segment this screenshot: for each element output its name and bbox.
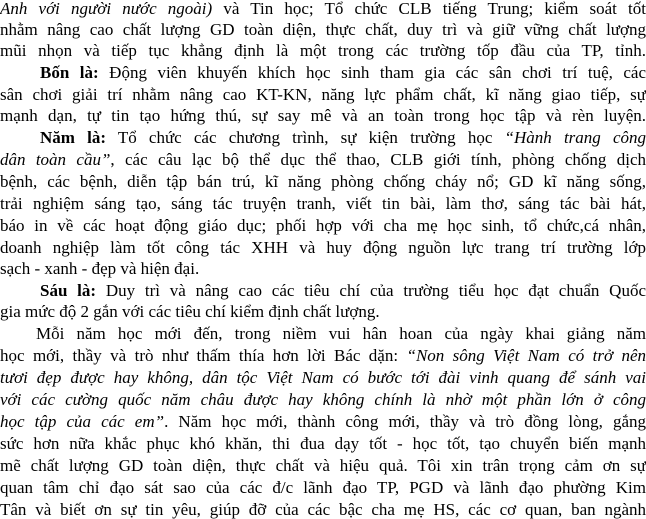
p3-line-2: dân toàn cầu”, các câu lạc bộ thể dục thể thao, CLB giới tính, phòng chống dịch xyxy=(0,150,646,169)
p5-line-5: học tập của các em”. Năm học mới, thành công mới, thầy và trò đồng lòng, gắng xyxy=(0,412,646,431)
p3-line-5: báo in về các hoạt động giáo dục; phối hợp với cha mẹ học sinh, tổ chức,cá nhân, xyxy=(0,216,646,235)
heading-sau-la: Sáu là: xyxy=(40,281,97,300)
p5-line-6: sức hơn nữa khắc phục khó khăn, thi đua dạy tốt - học tốt, tạo chuyển biến mạnh xyxy=(0,434,646,453)
p1-line-2: nhằm nâng cao chất lượng GD toàn diện, thực chất, duy trì và giữ vững chất lượng xyxy=(0,20,646,39)
p4-line-1: Sáu là: Duy trì và nâng cao các tiêu chí của trường tiểu học đạt chuẩn Quốc xyxy=(40,281,646,300)
p2-line-3: mạnh dạn, tự tin tạo hứng thú, sự say mê và an toàn trong học tập và rèn luyện. xyxy=(0,106,646,125)
p5-line-8: quan tâm chỉ đạo sát sao của các đ/c lãnh đạo TP, PGD và lãnh đạo phường Kim xyxy=(0,478,646,497)
heading-bon-la: Bốn là: xyxy=(40,63,99,82)
p5-line-7: mẽ chất lượng GD toàn diện, thực chất và hiệu quả. Tôi xin trân trọng cảm ơn sự xyxy=(0,456,646,475)
p3-line-4: trải nghiệm sáng tạo, sáng tác truyện tranh, viết tin bài, làm thơ, sáng tác bài hát, xyxy=(0,194,646,213)
p3-line-3: bệnh, các bệnh, diễn tập bán trú, kĩ năng phòng chống cháy nổ; GD kĩ năng sống, xyxy=(0,172,646,191)
p2-line-1: Bốn là: Động viên khuyến khích học sinh tham gia các sân chơi trí tuệ, các xyxy=(40,63,646,82)
p4-line-2: gia mức độ 2 gắn với các tiêu chí kiểm định chất lượng. xyxy=(0,302,380,321)
p5-line-9: Tân và biết ơn sự tin yêu, giúp đỡ của các bậc cha mẹ HS, các cơ quan, ban ngành xyxy=(0,500,646,519)
p5-line-1: Mỗi năm học mới đến, trong niềm vui hân hoan của ngày khai giảng năm xyxy=(36,324,646,343)
p1-italic: Anh với người nước ngoài) xyxy=(0,0,213,18)
quote-end: học tập của các em” xyxy=(0,412,165,431)
quote-start: “Non sông Việt Nam có trở nên xyxy=(406,346,646,365)
heading-nam-la: Năm là: xyxy=(40,128,106,147)
p5-line-3: tươi đẹp được hay không, dân tộc Việt Nam có bước tới đài vinh quang để sánh vai xyxy=(0,368,646,387)
p3-line-1: Năm là: Tổ chức các chương trình, sự kiện trường học “Hành trang công xyxy=(40,128,646,147)
p3-line-6: doanh nghiệp làm tốt công tác XHH và huy động nguồn lực trang trí trường lớp xyxy=(0,238,646,257)
p3-line-7: sạch - xanh - đẹp và hiện đại. xyxy=(0,259,200,278)
p5-line-2: học mới, thầy và trò như thấm thía hơn lời Bác dặn: “Non sông Việt Nam có trở nên xyxy=(0,346,646,365)
p2-line-2: sân chơi giải trí nhằm nâng cao KT-KN, năng lực phẩm chất, kĩ năng giao tiếp, sự xyxy=(0,85,646,104)
p1-line-1: Anh với người nước ngoài) và Tin học; Tổ chức CLB tiếng Trung; kiểm soát tốt xyxy=(0,0,646,18)
p5-line-4: với các cường quốc năm châu được hay không chính là nhờ một phần lớn ở công xyxy=(0,390,646,409)
p1-line-3: mũi nhọn và tiếp tục khẳng định là một trong các trường tốp đầu của TP, tỉnh. xyxy=(0,41,646,60)
